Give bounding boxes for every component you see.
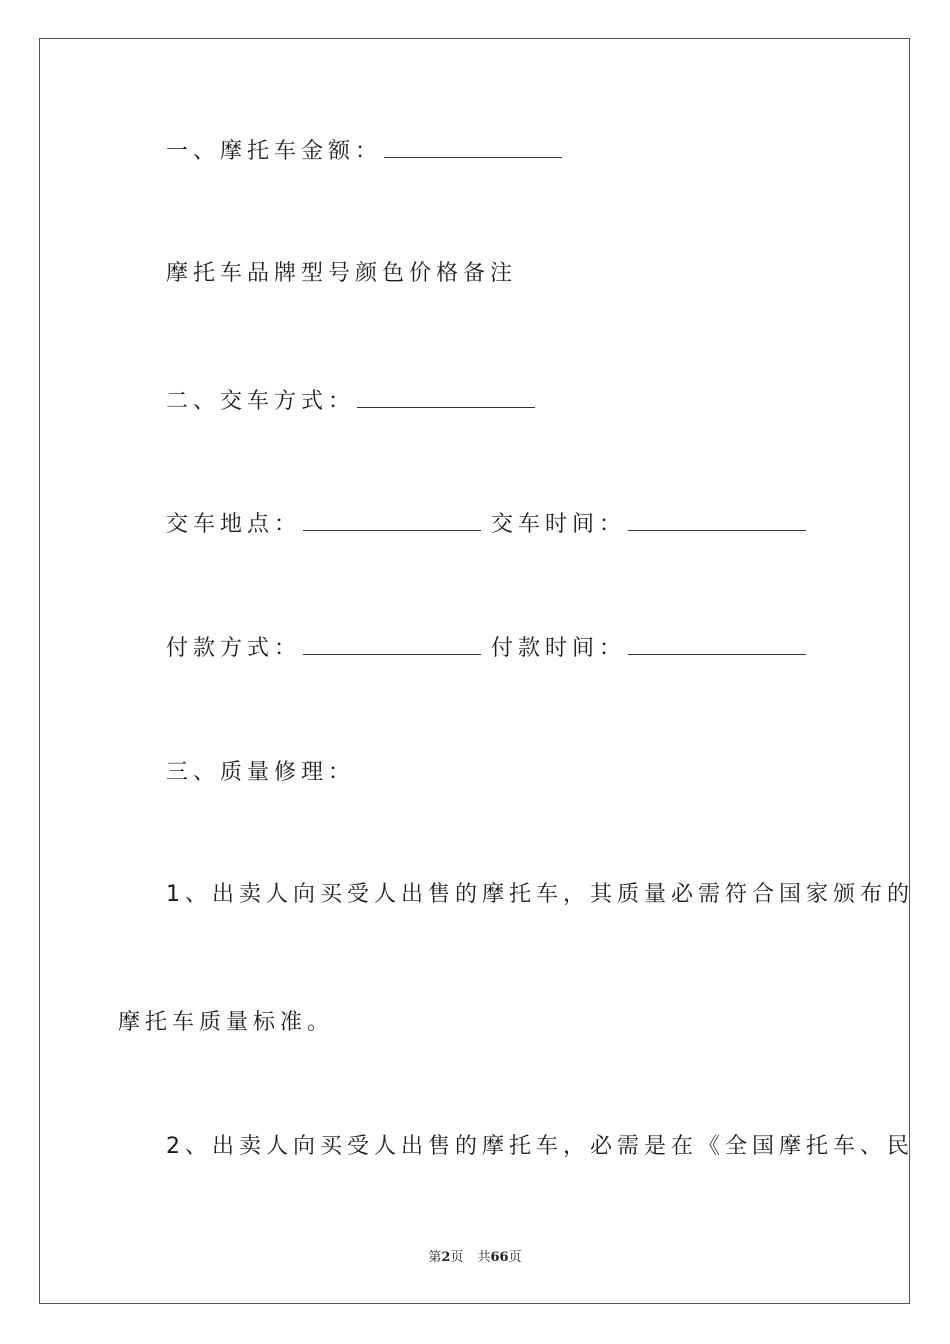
payment-time-label: 付款时间：: [491, 636, 627, 661]
section3-label: 三、质量修理：: [166, 760, 356, 785]
delivery-time-label: 交车时间：: [491, 512, 627, 537]
footer-page-number: 2: [441, 1250, 451, 1265]
section2-line: [166, 387, 545, 417]
clause1-line2: [118, 1008, 334, 1038]
delivery-line: [166, 510, 816, 540]
payment-method-blank[interactable]: [303, 634, 481, 655]
footer-page-prefix: 第: [428, 1250, 442, 1265]
payment-time-blank[interactable]: [628, 634, 806, 655]
section1-line: [166, 137, 572, 167]
table-header-line: [166, 259, 517, 289]
payment-method-label: 付款方式：: [166, 636, 302, 661]
clause2-text-1: 2、出卖人向买受人出售的摩托车，必需是在《全国摩托车、民: [166, 1134, 914, 1159]
delivery-place-blank[interactable]: [303, 510, 481, 531]
payment-line: [166, 634, 816, 664]
section2-label: 二、交车方式：: [166, 389, 356, 414]
page-footer: [0, 1246, 950, 1265]
page-frame: [39, 38, 910, 1304]
section3-line: [166, 758, 355, 788]
table-header-text: 摩托车品牌型号颜色价格备注: [166, 261, 518, 286]
section1-label: 一、摩托车金额：: [166, 139, 383, 164]
amount-blank[interactable]: [384, 137, 562, 158]
footer-total-prefix: 共: [477, 1250, 491, 1265]
clause1-text-2: 摩托车质量标准。: [118, 1010, 335, 1035]
delivery-method-blank[interactable]: [357, 387, 535, 408]
clause1-line1: [166, 880, 914, 910]
footer-total-pages: 66: [490, 1250, 509, 1265]
clause1-text-1: 1、出卖人向买受人出售的摩托车，其质量必需符合国家颁布的: [166, 882, 914, 907]
delivery-time-blank[interactable]: [628, 510, 806, 531]
delivery-place-label: 交车地点：: [166, 512, 302, 537]
clause2-line1: [166, 1132, 914, 1162]
footer-page-suffix: 页: [450, 1250, 464, 1265]
footer-total-suffix: 页: [508, 1250, 522, 1265]
